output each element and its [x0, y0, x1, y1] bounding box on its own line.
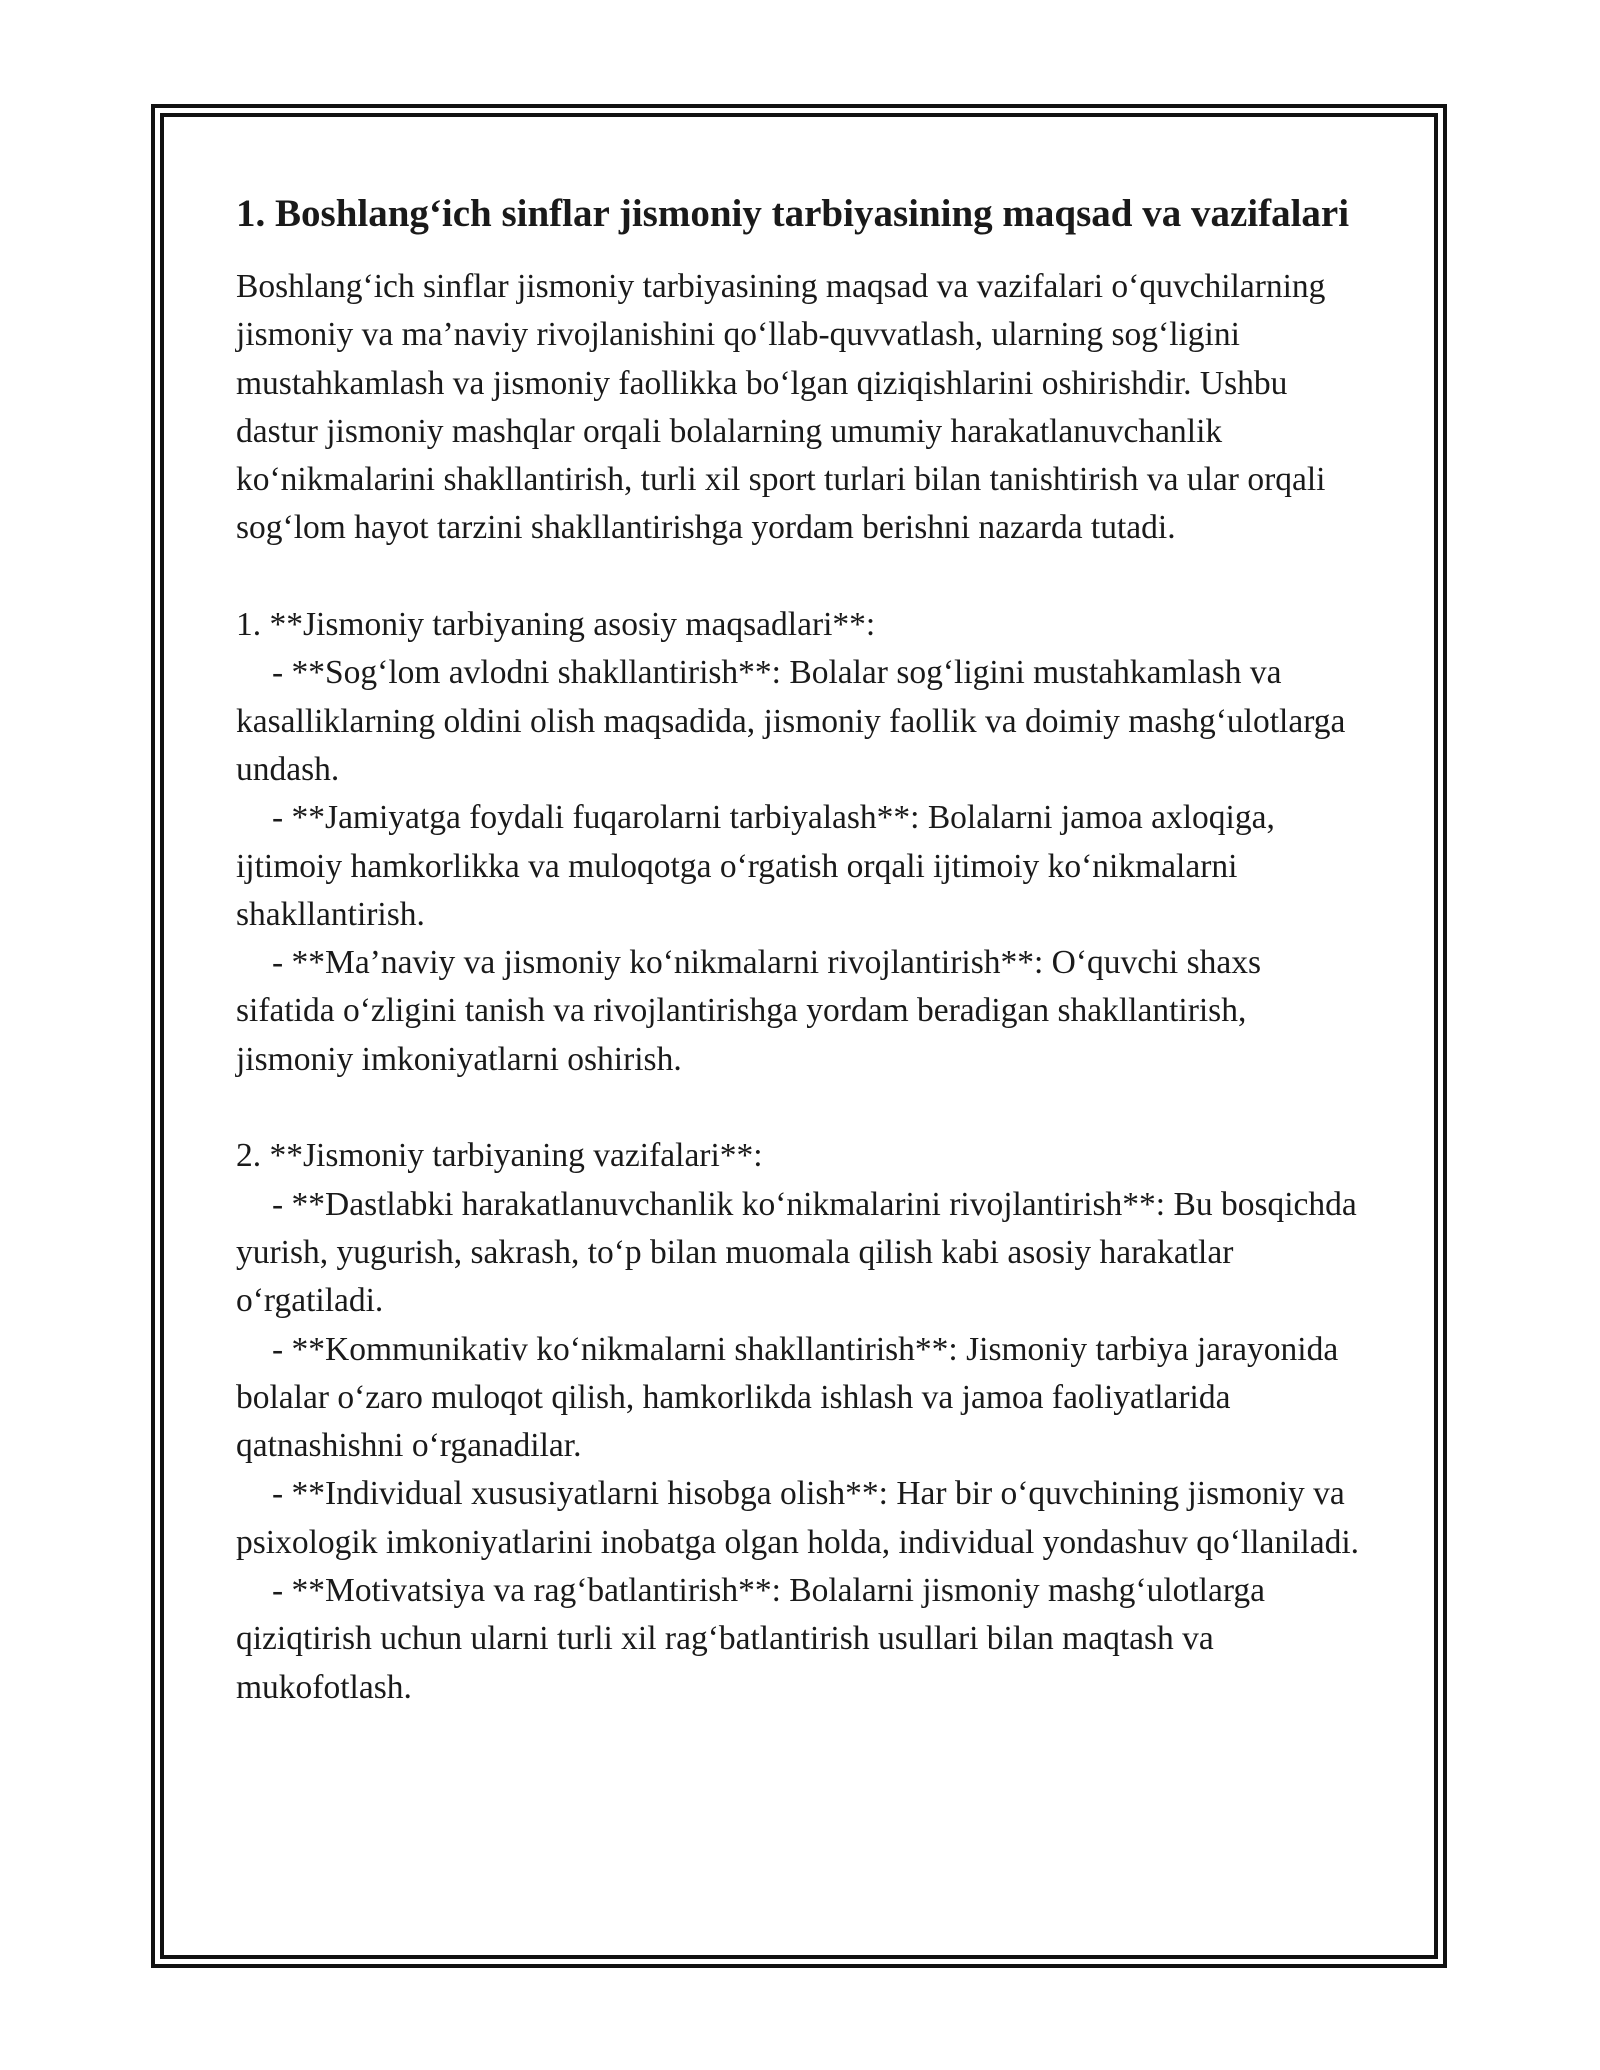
list-item-text: - **Dastlabki harakatlanuvchanlik ko‘nikmalarini rivojlantirish**: Bu bosqichda yurish, yugurish, sakrash, to‘p bilan muomala qilish kabi asosiy harakatlar o‘rgatiladi. — [236, 1185, 1357, 1320]
list-item — [236, 1470, 1366, 1567]
list-item-text: - **Kommunikativ ko‘nikmalarni shakllantirish**: Jismoniy tarbiya jarayonida bolalar o‘zaro muloqot qilish, hamkorlikda ishlash va jamoa faoliyatlarida qatnashishni o‘rganadilar. — [236, 1330, 1339, 1465]
list-item-text: - **Sog‘lom avlodni shakllantirish**: Bolalar sog‘ligini mustahkamlash va kasalliklarning oldini olish maqsadida, jismoniy faollik va doimiy mashg‘ulotlarga undash. — [236, 654, 1346, 788]
section-heading: 2. **Jismoniy tarbiyaning vazifalari**: — [236, 1137, 763, 1175]
section-tasks — [236, 1132, 1366, 1712]
document-body — [236, 186, 1366, 1712]
list-item — [236, 794, 1366, 939]
list-item — [236, 649, 1366, 794]
list-item — [236, 1567, 1366, 1712]
list-item-text: - **Ma’naviy va jismoniy ko‘nikmalarni rivojlantirish**: O‘quvchi shaxs sifatida o‘zligini tanish va rivojlantirishga yordam beradigan shakllantirish, jismoniy imkoniyatlarni oshirish. — [236, 944, 1262, 1078]
list-item — [236, 1326, 1366, 1471]
list-item-text: - **Motivatsiya va rag‘batlantirish**: Bolalarni jismoniy mashg‘ulotlarga qiziqtirish uchun ularni turli xil rag‘batlantirish usullari bilan maqtash va mukofotlash. — [236, 1572, 1266, 1706]
section-goals — [236, 601, 1366, 1084]
list-item-text: - **Individual xususiyatlarni hisobga olish**: Har bir o‘quvchining jismoniy va psixologik imkoniyatlarini inobatga olgan holda, individual yondashuv qo‘llaniladi. — [236, 1475, 1360, 1561]
document-title: 1. Boshlang‘ich sinflar jismoniy tarbiyasining maqsad va vazifalari — [236, 192, 1350, 235]
list-item — [236, 1181, 1366, 1326]
intro-paragraph: Boshlang‘ich sinflar jismoniy tarbiyasining maqsad va vazifalari o‘quvchilarning jismoniy va ma’naviy rivojlanishini qo‘llab-quvvatlash, ularning sog‘ligini mustahkamlash va jismoniy faollikka bo‘lgan qiziqishlarini oshirishdir. Ushbu dastur jismoniy mashqlar orqali bolalarning umumiy harakatlanuvchanlik ko‘nikmalarini shakllantirish, turli xil sport turlari bilan tanishtirish va ular orqali sog‘lom hayot tarzini shakllantirishga yordam berishni nazarda tutadi. — [236, 268, 1326, 547]
list-item-text: - **Jamiyatga foydali fuqarolarni tarbiyalash**: Bolalarni jamoa axloqiga, ijtimoiy hamkorlikka va muloqotga o‘rgatish orqali ijtimoiy ko‘nikmalarni shakllantirish. — [236, 799, 1275, 933]
list-item — [236, 939, 1366, 1084]
section-heading: 1. **Jismoniy tarbiyaning asosiy maqsadlari**: — [236, 606, 876, 644]
